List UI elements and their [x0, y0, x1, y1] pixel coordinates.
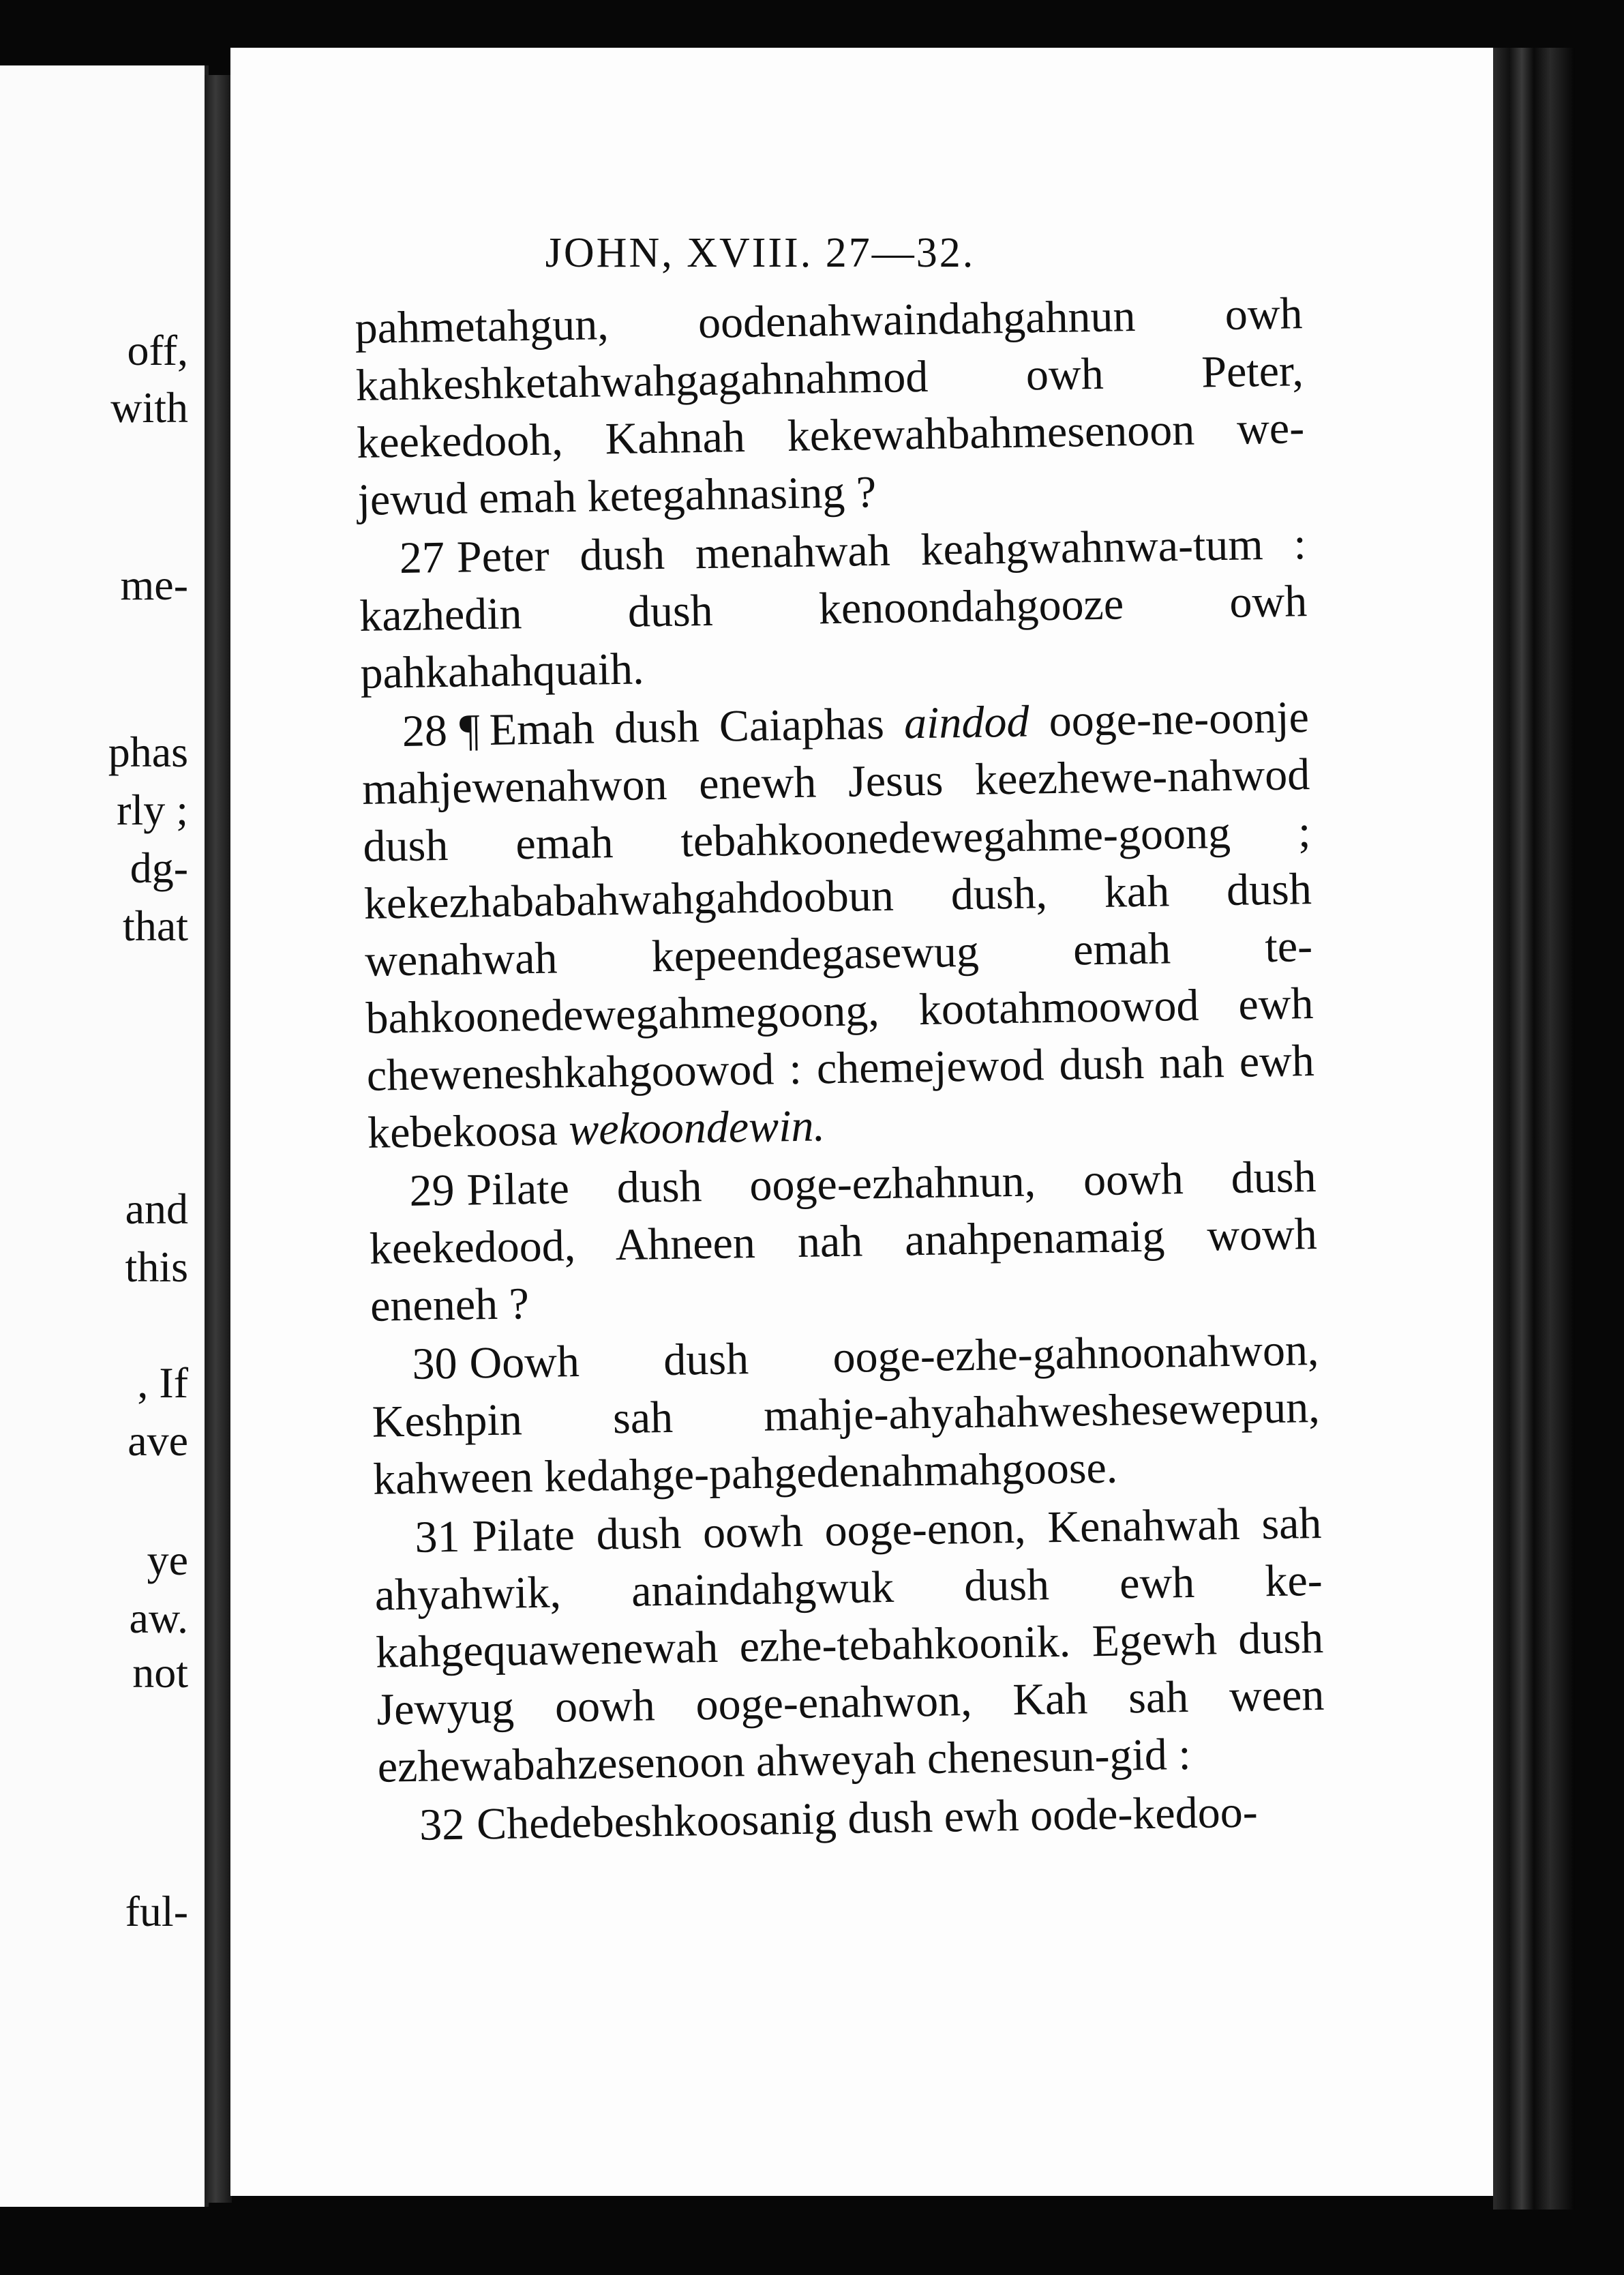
page-edges — [1493, 48, 1575, 2210]
verse-text: Oowh dush ooge-ezhe-gahnoonahwon, Keshpin sah mahje-ahyahahweshesewepun, kahween kedahge-pahgedenahmahgoose. — [372, 1324, 1321, 1504]
verse-number: 32 — [419, 1799, 465, 1850]
verse-text: Peter dush menahwah keahgwahnwa-tum : kazhedin dush kenoondahgooze owh pahkahahquaih. — [359, 519, 1308, 698]
verse-text: Emah dush Caiaphas — [489, 698, 885, 755]
left-page-fragment: , If — [137, 1358, 188, 1407]
verse-text: Chedebeshkoosanig dush ewh oode-kedoo- — [476, 1787, 1259, 1849]
verse-text: Pilate dush oowh ooge-enon, Kenahwah sah ahyahwik, anaindahgwuk dush ewh ke-kahgequawenewah ezhe-tebahkoonik. Egewh dush Jewyug oowh ooge-enahwon, Kah sah ween ezhewabahzesenoon ahweyah chenesun-gid : — [374, 1498, 1325, 1792]
left-page-fragment: that — [123, 902, 188, 950]
left-page-fragment: phas — [108, 728, 188, 776]
verse-number: 27 — [399, 532, 445, 584]
left-page-fragment: ye — [147, 1536, 188, 1584]
verse-28 — [361, 689, 1315, 1162]
opening-paragraph: pahmetahgun, oodenahwaindahgahnun owh kahkeshketahwahgagahnahmod owh Peter, keekedooh, Kahnah kekewahbahmesenoon we-jewud emah ketegahnasing ? — [355, 288, 1305, 525]
book-gutter — [205, 75, 232, 2203]
left-page-fragment: and — [125, 1185, 188, 1233]
left-page-fragment: aw. — [129, 1594, 188, 1642]
italic-word: aindod — [903, 696, 1029, 749]
verse-29 — [368, 1148, 1319, 1335]
left-facing-page — [0, 65, 209, 2207]
left-page-fragment: me- — [120, 561, 188, 609]
verse-31 — [374, 1495, 1325, 1796]
left-page-fragment: with — [110, 383, 188, 432]
verse-number: 28 — [402, 705, 448, 756]
verse-number: 31 — [414, 1511, 461, 1562]
verse-number: 30 — [411, 1338, 458, 1389]
left-page-fragment: dg- — [130, 844, 188, 892]
left-page-fragment: off, — [127, 326, 188, 374]
verse-text: ooge-ne-oonje mahjewenahwon enewh Jesus keezhewe-nahwod dush emah tebahkoonedewegahme-goong ; kekezhababahwahgahdoobun dush, kah dush wenahwah kepeendegasewug emah te-bahkoonedewegahmegoong, kootahmoowod ewh cheweneshkahgoowod : chemejewod dush nah ewh kebekoosa — [361, 692, 1315, 1158]
italic-word: wekoondewin. — [568, 1101, 826, 1155]
verse-30 — [371, 1322, 1321, 1508]
page-text — [355, 285, 1327, 1855]
left-page-fragment: rly ; — [117, 786, 188, 834]
pilcrow-icon: ¶ — [459, 705, 481, 756]
verse-27 — [358, 516, 1308, 702]
left-page-fragment: not — [132, 1648, 188, 1697]
left-page-fragment: ave — [127, 1416, 188, 1465]
left-page-fragment: ful- — [125, 1887, 188, 1935]
left-page-fragment: this — [125, 1243, 188, 1291]
verse-number: 29 — [408, 1165, 455, 1216]
running-head: JOHN, XVIII. 27—32. — [545, 230, 976, 276]
verse-text: Pilate dush ooge-ezhahnun, oowh dush keekedood, Ahneen nah anahpenamaig wowh eneneh ? — [369, 1152, 1318, 1331]
